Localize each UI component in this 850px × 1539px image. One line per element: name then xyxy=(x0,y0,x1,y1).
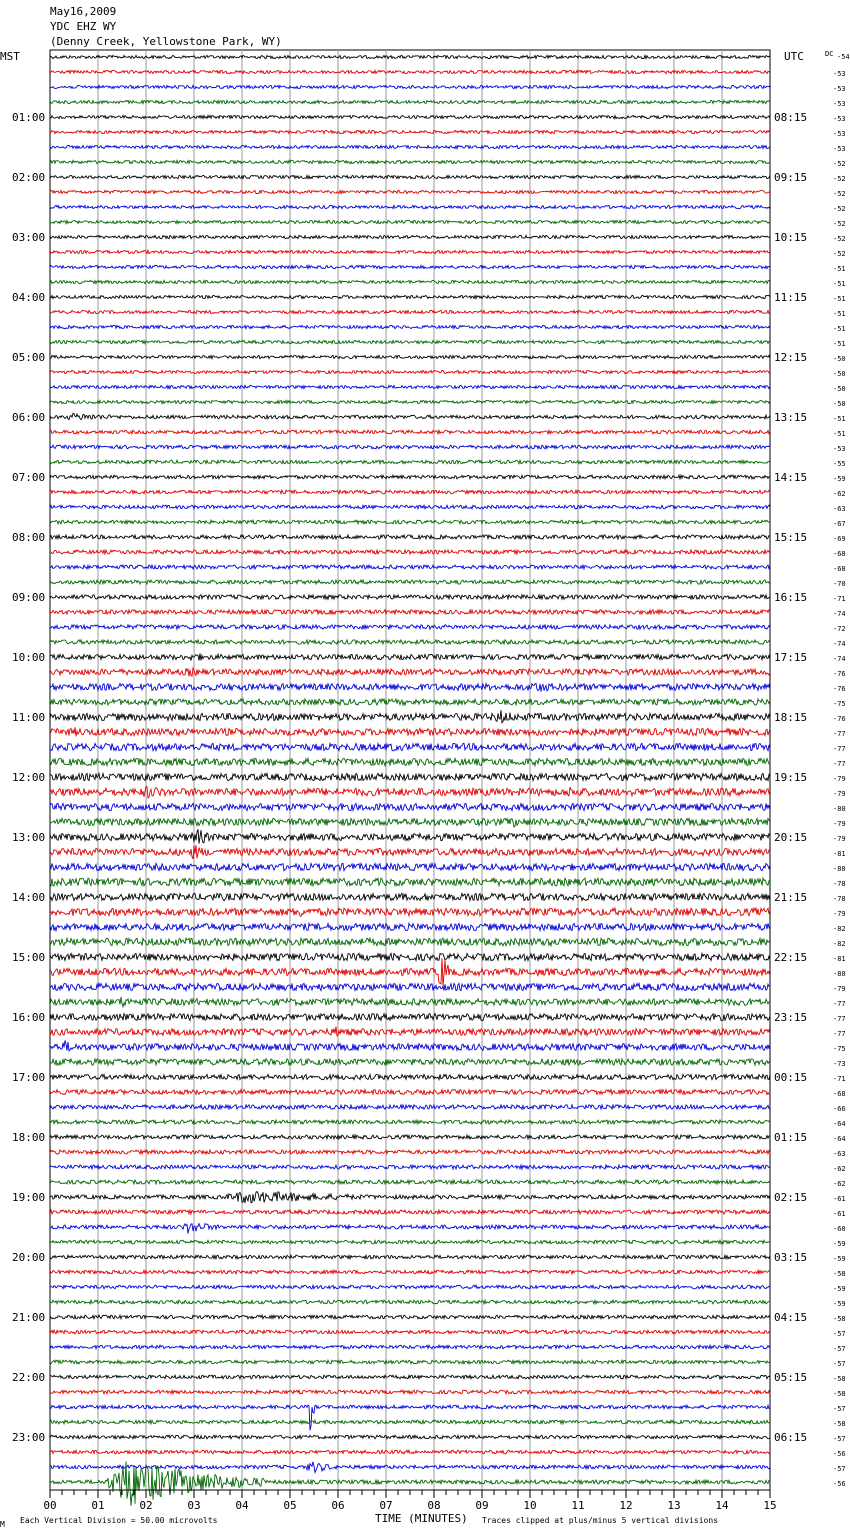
right-hour-label: 08:15 xyxy=(774,111,808,124)
trace-67 xyxy=(50,1059,770,1065)
dc-offset-label: -82 xyxy=(833,925,846,933)
dc-offset-label: -77 xyxy=(833,1015,846,1023)
trace-12 xyxy=(50,235,770,238)
trace-80 xyxy=(50,1255,770,1259)
right-hour-label: 05:15 xyxy=(774,1371,808,1384)
dc-offset-label: -63 xyxy=(833,1150,846,1158)
dc-offset-label: -58 xyxy=(833,1270,846,1278)
left-hour-label: 08:00 xyxy=(12,531,46,544)
trace-72 xyxy=(50,1135,770,1139)
dc-offset-label: -81 xyxy=(833,955,846,963)
x-tick-label: 14 xyxy=(715,1499,729,1512)
trace-56 xyxy=(50,893,770,900)
right-hour-label: 10:15 xyxy=(774,231,808,244)
trace-49 xyxy=(50,787,770,798)
trace-38 xyxy=(50,625,770,629)
trace-8 xyxy=(50,175,770,178)
dc-offset-label: -60 xyxy=(833,1225,846,1233)
trace-53 xyxy=(50,845,770,859)
dc-offset-label: -77 xyxy=(833,745,846,753)
trace-90 xyxy=(50,1405,770,1430)
trace-59 xyxy=(50,938,770,946)
dc-offset-label: -67 xyxy=(833,520,846,528)
dc-offset-label: -52 xyxy=(833,205,846,213)
dc-offset-label: -79 xyxy=(833,985,846,993)
dc-offset-label: -75 xyxy=(833,1045,846,1053)
right-hour-label: 18:15 xyxy=(774,711,808,724)
dc-offset-label: -74 xyxy=(833,655,846,663)
trace-93 xyxy=(50,1450,770,1454)
trace-79 xyxy=(50,1240,770,1244)
trace-26 xyxy=(50,445,770,449)
trace-43 xyxy=(50,699,770,705)
dc-offset-label: -52 xyxy=(833,160,846,168)
dc-offset-label: -76 xyxy=(833,685,846,693)
dc-offset-label: -53 xyxy=(833,85,846,93)
x-tick-label: 04 xyxy=(235,1499,249,1512)
left-hour-label: 13:00 xyxy=(12,831,46,844)
dc-offset-label: -57 xyxy=(833,1465,846,1473)
trace-52 xyxy=(50,829,770,843)
dc-offset-label: -62 xyxy=(833,490,846,498)
dc-offset-label: -58 xyxy=(833,1390,846,1398)
dc-offset-label: -66 xyxy=(833,1105,846,1113)
trace-57 xyxy=(50,908,770,916)
x-tick-label: 03 xyxy=(187,1499,201,1512)
dc-offset-label: -58 xyxy=(833,1420,846,1428)
x-tick-label: 13 xyxy=(667,1499,681,1512)
trace-39 xyxy=(50,640,770,644)
trace-25 xyxy=(50,430,770,434)
dc-offset-label: -59 xyxy=(833,1240,846,1248)
right-hour-label: 04:15 xyxy=(774,1311,808,1324)
dc-offset-label: -55 xyxy=(833,460,846,468)
left-hour-label: 06:00 xyxy=(12,411,46,424)
trace-16 xyxy=(50,295,770,298)
dc-offset-label: -59 xyxy=(833,475,846,483)
dc-offset-label: -58 xyxy=(833,1375,846,1383)
x-tick-label: 02 xyxy=(139,1499,153,1512)
dc-offset-label: -71 xyxy=(833,595,846,603)
trace-62 xyxy=(50,983,770,990)
right-hour-label: 15:15 xyxy=(774,531,808,544)
left-hour-label: 03:00 xyxy=(12,231,46,244)
dc-offset-label: -61 xyxy=(833,1210,846,1218)
dc-offset-label: -52 xyxy=(833,235,846,243)
dc-offset-label: -77 xyxy=(833,1030,846,1038)
trace-88 xyxy=(50,1375,770,1379)
trace-85 xyxy=(50,1330,770,1334)
dc-offset-label: -80 xyxy=(833,970,846,978)
dc-offset-label: -71 xyxy=(833,1075,846,1083)
dc-offset-label: -51 xyxy=(833,325,846,333)
trace-35 xyxy=(50,580,770,584)
left-hour-label: 10:00 xyxy=(12,651,46,664)
dc-offset-label: -59 xyxy=(833,1285,846,1293)
dc-offset-label: -50 xyxy=(833,370,846,378)
trace-48 xyxy=(50,773,770,780)
dc-offset-label: -74 xyxy=(833,610,846,618)
dc-offset-label: -50 xyxy=(833,400,846,408)
trace-29 xyxy=(50,490,770,494)
dc-offset-label: -53 xyxy=(833,445,846,453)
trace-46 xyxy=(50,743,770,750)
dc-offset-label: -52 xyxy=(833,250,846,258)
right-hour-label: 17:15 xyxy=(774,651,808,664)
dc-offset-label: -52 xyxy=(833,220,846,228)
right-hour-label: 01:15 xyxy=(774,1131,808,1144)
trace-78 xyxy=(50,1224,770,1234)
trace-82 xyxy=(50,1285,770,1289)
right-hour-label: 03:15 xyxy=(774,1251,808,1264)
x-tick-label: 01 xyxy=(91,1499,105,1512)
left-hour-label: 18:00 xyxy=(12,1131,46,1144)
dc-offset-label: -63 xyxy=(833,505,846,513)
x-tick-label: 05 xyxy=(283,1499,297,1512)
dc-offset-label: -77 xyxy=(833,730,846,738)
dc-offset-label: -79 xyxy=(833,910,846,918)
dc-offset-label: -79 xyxy=(833,775,846,783)
x-tick-label: 07 xyxy=(379,1499,393,1512)
x-tick-label: 06 xyxy=(331,1499,345,1512)
dc-offset-label: -53 xyxy=(833,70,846,78)
trace-75 xyxy=(50,1180,770,1184)
dc-offset-labels xyxy=(833,53,850,1488)
trace-1 xyxy=(50,70,770,73)
right-hour-label: 02:15 xyxy=(774,1191,808,1204)
left-hour-label: 05:00 xyxy=(12,351,46,364)
dc-offset-label: -50 xyxy=(833,355,846,363)
trace-51 xyxy=(50,818,770,827)
dc-offset-label: -52 xyxy=(833,190,846,198)
left-hour-label: 22:00 xyxy=(12,1371,46,1384)
dc-offset-label: -58 xyxy=(833,1315,846,1323)
right-hour-label: 20:15 xyxy=(774,831,808,844)
right-hour-label: 09:15 xyxy=(774,171,808,184)
trace-86 xyxy=(50,1345,770,1349)
trace-87 xyxy=(50,1360,770,1364)
plot-frame xyxy=(50,50,770,1490)
trace-68 xyxy=(50,1074,770,1079)
trace-21 xyxy=(50,370,770,373)
trace-77 xyxy=(50,1210,770,1214)
dc-offset-label: -64 xyxy=(833,1135,846,1143)
dc-offset-label: -50 xyxy=(833,385,846,393)
dc-offset-label: -59 xyxy=(833,1255,846,1263)
dc-offset-label: -53 xyxy=(833,145,846,153)
right-hour-label: 11:15 xyxy=(774,291,808,304)
dc-offset-label: -57 xyxy=(833,1330,846,1338)
clip-note: Traces clipped at plus/minus 5 vertical divisions xyxy=(482,1516,719,1525)
trace-50 xyxy=(50,803,770,810)
dc-offset-label: -80 xyxy=(833,805,846,813)
left-hour-labels xyxy=(12,111,45,1444)
trace-55 xyxy=(50,878,770,886)
dc-offset-label: -53 xyxy=(833,130,846,138)
left-timezone-label: MST xyxy=(0,50,20,63)
trace-58 xyxy=(50,923,770,930)
dc-offset-label: -79 xyxy=(833,820,846,828)
dc-offset-label: -59 xyxy=(833,1300,846,1308)
right-hour-labels xyxy=(774,111,807,1444)
dc-offset-label: -57 xyxy=(833,1345,846,1353)
dc-offset-label: -53 xyxy=(833,100,846,108)
trace-10 xyxy=(50,205,770,208)
dc-offset-label: -79 xyxy=(833,835,846,843)
trace-13 xyxy=(50,250,770,253)
left-hour-label: 16:00 xyxy=(12,1011,46,1024)
left-hour-label: 23:00 xyxy=(12,1431,46,1444)
trace-group xyxy=(50,55,770,1505)
dc-offset-label: -51 xyxy=(833,265,846,273)
dc-offset-label: -68 xyxy=(833,550,846,558)
left-hour-label: 12:00 xyxy=(12,771,46,784)
trace-34 xyxy=(50,565,770,569)
trace-3 xyxy=(50,100,770,103)
dc-offset-label: -68 xyxy=(833,1090,846,1098)
right-timezone-label: UTC xyxy=(784,50,804,63)
dc-offset-label: -80 xyxy=(833,865,846,873)
dc-offset-label: -62 xyxy=(833,1180,846,1188)
left-hour-label: 14:00 xyxy=(12,891,46,904)
dc-offset-label: -54 xyxy=(837,53,850,61)
trace-36 xyxy=(50,595,770,599)
trace-69 xyxy=(50,1090,770,1095)
trace-37 xyxy=(50,610,770,614)
trace-65 xyxy=(50,1027,770,1036)
trace-19 xyxy=(50,340,770,343)
trace-11 xyxy=(50,220,770,223)
trace-40 xyxy=(50,654,770,661)
left-hour-label: 20:00 xyxy=(12,1251,46,1264)
trace-61 xyxy=(50,958,770,986)
dc-offset-label: -82 xyxy=(833,940,846,948)
dc-offset-label: -79 xyxy=(833,790,846,798)
trace-6 xyxy=(50,145,770,148)
right-hour-label: 14:15 xyxy=(774,471,808,484)
left-hour-label: 17:00 xyxy=(12,1071,46,1084)
trace-47 xyxy=(50,758,770,765)
dc-offset-label: -57 xyxy=(833,1435,846,1443)
trace-31 xyxy=(50,520,770,524)
left-hour-label: 01:00 xyxy=(12,111,46,124)
trace-83 xyxy=(50,1300,770,1304)
trace-20 xyxy=(50,355,770,358)
trace-74 xyxy=(50,1165,770,1169)
dc-offset-label: -61 xyxy=(833,1195,846,1203)
dc-offset-label: -56 xyxy=(833,1450,846,1458)
dc-offset-label: -77 xyxy=(833,1000,846,1008)
x-tick-label: 15 xyxy=(763,1499,777,1512)
left-hour-label: 04:00 xyxy=(12,291,46,304)
trace-42 xyxy=(50,683,770,691)
left-hour-label: 07:00 xyxy=(12,471,46,484)
trace-18 xyxy=(50,325,770,328)
trace-92 xyxy=(50,1435,770,1439)
right-hour-label: 19:15 xyxy=(774,771,808,784)
left-hour-label: 02:00 xyxy=(12,171,46,184)
dc-offset-label: -51 xyxy=(833,415,846,423)
header-date: May16,2009 xyxy=(50,5,117,18)
trace-64 xyxy=(50,1014,770,1021)
left-hour-label: 21:00 xyxy=(12,1311,46,1324)
right-hour-label: 16:15 xyxy=(774,591,808,604)
trace-44 xyxy=(50,710,770,723)
right-hour-label: 06:15 xyxy=(774,1431,808,1444)
right-hour-label: 00:15 xyxy=(774,1071,808,1084)
header-location: (Denny Creek, Yellowstone Park, WY) xyxy=(50,35,282,48)
trace-66 xyxy=(50,1040,770,1050)
dc-offset-label: -81 xyxy=(833,850,846,858)
dc-offset-label: -78 xyxy=(833,895,846,903)
trace-15 xyxy=(50,280,770,283)
trace-60 xyxy=(50,953,770,960)
trace-89 xyxy=(50,1390,770,1394)
trace-4 xyxy=(50,115,770,118)
trace-76 xyxy=(50,1192,770,1203)
dc-label: DC xyxy=(825,50,834,58)
right-hour-label: 13:15 xyxy=(774,411,808,424)
right-hour-label: 23:15 xyxy=(774,1011,808,1024)
right-hour-label: 21:15 xyxy=(774,891,808,904)
trace-70 xyxy=(50,1105,770,1109)
dc-offset-label: -51 xyxy=(833,310,846,318)
dc-offset-label: -62 xyxy=(833,1165,846,1173)
x-axis-title: TIME (MINUTES) xyxy=(375,1512,468,1525)
trace-71 xyxy=(50,1120,770,1124)
dc-offset-label: -57 xyxy=(833,1360,846,1368)
x-tick-label: 09 xyxy=(475,1499,489,1512)
trace-7 xyxy=(50,160,770,163)
dc-offset-label: -69 xyxy=(833,535,846,543)
dc-offset-label: -51 xyxy=(833,340,846,348)
dc-offset-label: -53 xyxy=(833,115,846,123)
header-station: YDC EHZ WY xyxy=(50,20,117,33)
dc-offset-label: -76 xyxy=(833,670,846,678)
dc-offset-label: -72 xyxy=(833,625,846,633)
x-tick-label: 00 xyxy=(43,1499,57,1512)
right-hour-label: 12:15 xyxy=(774,351,808,364)
trace-23 xyxy=(50,400,770,403)
corner-mark: M xyxy=(0,1520,5,1529)
scale-note: Each Vertical Division = 50.00 microvolts xyxy=(20,1516,218,1525)
left-hour-label: 09:00 xyxy=(12,591,46,604)
trace-63 xyxy=(50,997,770,1007)
trace-27 xyxy=(50,460,770,464)
x-tick-label: 08 xyxy=(427,1499,441,1512)
dc-offset-label: -70 xyxy=(833,580,846,588)
dc-offset-label: -73 xyxy=(833,1060,846,1068)
trace-33 xyxy=(50,550,770,554)
dc-offset-label: -51 xyxy=(833,430,846,438)
trace-0 xyxy=(50,55,770,58)
trace-32 xyxy=(50,535,770,539)
dc-offset-label: -51 xyxy=(833,280,846,288)
trace-84 xyxy=(50,1315,770,1319)
trace-28 xyxy=(50,475,770,479)
dc-offset-label: -74 xyxy=(833,640,846,648)
trace-22 xyxy=(50,385,770,388)
trace-91 xyxy=(50,1420,770,1424)
trace-5 xyxy=(50,130,770,133)
dc-offset-label: -57 xyxy=(833,1405,846,1413)
dc-offset-label: -77 xyxy=(833,760,846,768)
trace-2 xyxy=(50,85,770,88)
trace-81 xyxy=(50,1270,770,1274)
left-hour-label: 15:00 xyxy=(12,951,46,964)
trace-24 xyxy=(50,413,770,419)
dc-offset-label: -64 xyxy=(833,1120,846,1128)
dc-offset-label: -76 xyxy=(833,715,846,723)
left-hour-label: 19:00 xyxy=(12,1191,46,1204)
trace-17 xyxy=(50,310,770,313)
dc-offset-label: -52 xyxy=(833,175,846,183)
trace-45 xyxy=(50,727,770,736)
trace-14 xyxy=(50,265,770,268)
trace-41 xyxy=(50,668,770,676)
dc-offset-label: -56 xyxy=(833,1480,846,1488)
right-hour-label: 22:15 xyxy=(774,951,808,964)
x-tick-label: 11 xyxy=(571,1499,585,1512)
dc-offset-label: -75 xyxy=(833,700,846,708)
trace-54 xyxy=(50,863,770,870)
dc-offset-label: -51 xyxy=(833,295,846,303)
x-tick-label: 10 xyxy=(523,1499,537,1512)
dc-offset-label: -68 xyxy=(833,565,846,573)
x-tick-label: 12 xyxy=(619,1499,633,1512)
trace-30 xyxy=(50,505,770,509)
trace-73 xyxy=(50,1150,770,1154)
left-hour-label: 11:00 xyxy=(12,711,46,724)
trace-9 xyxy=(50,190,770,193)
dc-offset-label: -78 xyxy=(833,880,846,888)
